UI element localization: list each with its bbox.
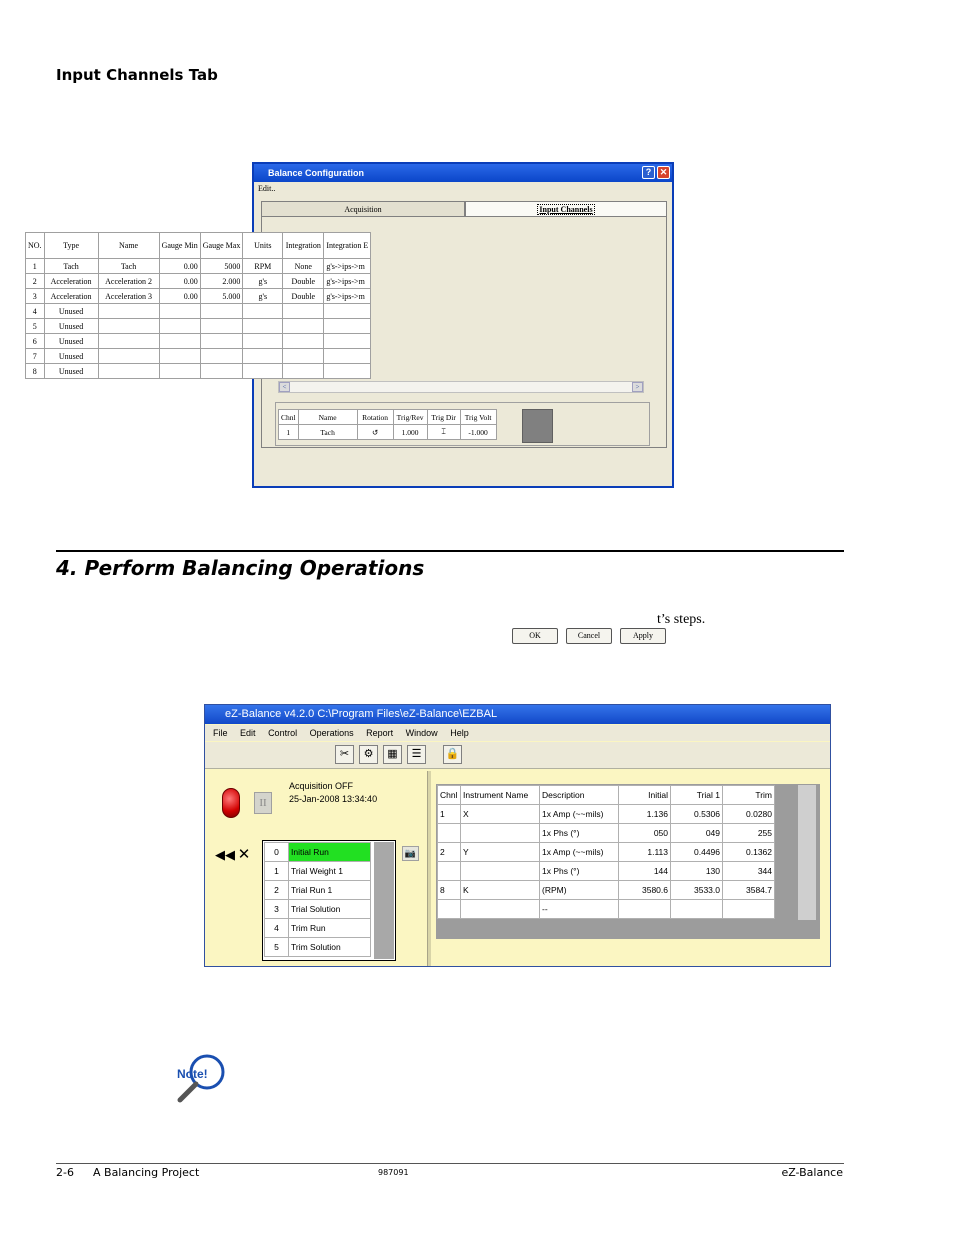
table-row[interactable] (26, 274, 371, 289)
column-header[interactable]: Description (540, 786, 619, 805)
run-list-item[interactable] (265, 881, 371, 900)
column-header[interactable]: NO. (26, 233, 45, 259)
column-header[interactable]: Trig/Rev (393, 410, 427, 425)
table-cell[interactable]: 5 (26, 319, 45, 334)
table-cell[interactable] (324, 364, 371, 379)
rewind-icon[interactable]: ◀◀ (215, 847, 235, 862)
section-title: 4. Perform Balancing Operations (56, 556, 425, 580)
table-cell[interactable]: Unused (44, 319, 98, 334)
table-cell[interactable]: 8 (438, 881, 461, 900)
toolbar (205, 742, 830, 769)
run-number: 3 (265, 900, 289, 919)
table-cell[interactable]: Double (283, 289, 324, 304)
channel-table-header (26, 233, 371, 259)
footer-product-name: eZ-Balance (781, 1166, 843, 1179)
table-row[interactable] (438, 824, 775, 843)
table-cell[interactable]: Tach (298, 425, 357, 440)
column-header[interactable]: Chnl (279, 410, 299, 425)
column-header[interactable]: Instrument Name (461, 786, 540, 805)
table-cell[interactable]: 3584.7 (723, 881, 775, 900)
run-name: Trim Run (289, 919, 371, 938)
table-cell[interactable]: 0.00 (159, 274, 200, 289)
table-cell[interactable]: g's (243, 274, 283, 289)
table-cell[interactable] (461, 824, 540, 843)
table-cell[interactable] (283, 304, 324, 319)
menu-edit[interactable]: Edit (240, 728, 256, 738)
tab-input-channels[interactable] (465, 201, 667, 216)
table-cell[interactable]: 3 (26, 289, 45, 304)
table-cell[interactable] (324, 319, 371, 334)
table-cell[interactable] (200, 304, 243, 319)
table-cell[interactable]: 0.00 (159, 259, 200, 274)
table-cell[interactable]: -1.000 (460, 425, 496, 440)
run-number: 4 (265, 919, 289, 938)
table-cell[interactable] (723, 900, 775, 919)
table-cell[interactable] (243, 364, 283, 379)
results-table (437, 785, 775, 919)
table-cell[interactable] (283, 334, 324, 349)
table-cell[interactable] (438, 824, 461, 843)
table-cell[interactable]: g's->ips->m (324, 274, 371, 289)
footer-document-number: 987091 (378, 1168, 409, 1177)
table-row[interactable] (26, 334, 371, 349)
table-row[interactable] (26, 349, 371, 364)
table-cell[interactable]: 6 (26, 334, 45, 349)
table-cell[interactable] (243, 319, 283, 334)
table-cell[interactable]: 1x Amp (~~mils) (540, 843, 619, 862)
table-cell[interactable] (98, 334, 159, 349)
table-cell[interactable]: Tach (98, 259, 159, 274)
column-header[interactable]: Trim (723, 786, 775, 805)
table-cell[interactable]: Acceleration (44, 289, 98, 304)
table-row[interactable] (438, 843, 775, 862)
run-number: 1 (265, 862, 289, 881)
table-cell[interactable]: 0.4496 (671, 843, 723, 862)
table-cell[interactable] (159, 349, 200, 364)
tach-table-header (279, 410, 497, 425)
table-cell[interactable]: 2 (438, 843, 461, 862)
table-cell[interactable]: 3533.0 (671, 881, 723, 900)
lock-icon[interactable]: 🔒 (443, 745, 462, 764)
table-cell[interactable]: 0.1362 (723, 843, 775, 862)
column-header[interactable]: Trig Volt (460, 410, 496, 425)
results-vertical-scrollbar[interactable] (798, 785, 816, 920)
table-cell[interactable] (438, 862, 461, 881)
column-header[interactable]: Integration E (324, 233, 371, 259)
table-cell[interactable]: 1x Phs (°) (540, 824, 619, 843)
table-cell[interactable]: 0.0280 (723, 805, 775, 824)
table-cell[interactable]: 1.113 (619, 843, 671, 862)
table-cell[interactable]: Y (461, 843, 540, 862)
results-table-header (438, 786, 775, 805)
acquisition-timestamp: 25-Jan-2008 13:34:40 (289, 794, 378, 804)
column-header[interactable]: Integration (283, 233, 324, 259)
table-cell[interactable]: 1x Amp (~~mils) (540, 805, 619, 824)
table-row[interactable] (26, 364, 371, 379)
table-cell[interactable]: 5.000 (200, 289, 243, 304)
table-cell[interactable]: 050 (619, 824, 671, 843)
table-row[interactable] (279, 425, 497, 440)
tab-acquisition[interactable]: Acquisition (261, 201, 465, 216)
table-cell[interactable] (98, 364, 159, 379)
table-cell[interactable] (200, 319, 243, 334)
column-header[interactable]: Initial (619, 786, 671, 805)
table-cell[interactable] (283, 319, 324, 334)
table-row[interactable] (438, 862, 775, 881)
ez-balance-window (204, 704, 831, 967)
table-cell[interactable]: Acceleration 2 (98, 274, 159, 289)
table-cell[interactable]: 049 (671, 824, 723, 843)
table-cell[interactable]: Tach (44, 259, 98, 274)
table-cell[interactable]: None (283, 259, 324, 274)
table-row[interactable] (26, 304, 371, 319)
scroll-right-icon[interactable]: > (632, 382, 643, 392)
body-text: t’s steps. (657, 612, 706, 627)
column-header[interactable]: Trig Dir (427, 410, 460, 425)
table-cell[interactable]: ⌶ (427, 425, 460, 440)
horizontal-scrollbar[interactable] (278, 381, 644, 393)
table-cell[interactable]: 0.5306 (671, 805, 723, 824)
table-row[interactable] (26, 319, 371, 334)
table-cell[interactable]: 5000 (200, 259, 243, 274)
table-cell[interactable] (283, 364, 324, 379)
run-name: Trial Run 1 (289, 881, 371, 900)
table-cell[interactable]: Unused (44, 304, 98, 319)
close-button[interactable]: ✕ (657, 166, 670, 179)
run-table (264, 842, 371, 957)
table-cell[interactable]: 130 (671, 862, 723, 881)
table-cell[interactable] (438, 900, 461, 919)
menu-control[interactable]: Control (268, 728, 298, 738)
pause-button[interactable]: II (254, 792, 272, 814)
run-name: Trim Solution (289, 938, 371, 957)
table-cell[interactable]: 1 (26, 259, 45, 274)
column-header[interactable]: Trial 1 (671, 786, 723, 805)
tach-table (278, 409, 497, 440)
scroll-left-icon[interactable]: < (279, 382, 290, 392)
table-cell[interactable]: Acceleration 3 (98, 289, 159, 304)
menu-window[interactable]: Window (405, 728, 438, 738)
run-number: 5 (265, 938, 289, 957)
dialog-titlebar[interactable] (254, 164, 672, 182)
menu-help[interactable]: Help (450, 728, 469, 738)
section-rule (56, 550, 844, 552)
table-cell[interactable]: 0.00 (159, 289, 200, 304)
run-name: Trial Weight 1 (289, 862, 371, 881)
table-cell[interactable] (243, 334, 283, 349)
cancel-button[interactable]: Cancel (566, 628, 612, 644)
table-cell[interactable]: g's->ips->m (324, 259, 371, 274)
delete-run-icon[interactable]: ✕ (237, 847, 251, 863)
table-cell[interactable]: Unused (44, 334, 98, 349)
table-row[interactable] (438, 900, 775, 919)
table-row[interactable] (26, 259, 371, 274)
run-list-item[interactable] (265, 919, 371, 938)
table-cell[interactable] (461, 900, 540, 919)
channel-table (25, 232, 371, 379)
apply-button[interactable]: Apply (620, 628, 666, 644)
section-subheading: Input Channels Tab (56, 66, 218, 84)
column-header[interactable]: Name (298, 410, 357, 425)
table-cell[interactable]: g's (243, 289, 283, 304)
run-name: Trial Solution (289, 900, 371, 919)
note-icon-label: Note! (177, 1067, 208, 1081)
table-cell[interactable]: K (461, 881, 540, 900)
table-cell[interactable]: 7 (26, 349, 45, 364)
column-header[interactable]: Chnl (438, 786, 461, 805)
table-cell[interactable]: 1 (279, 425, 299, 440)
table-cell[interactable] (159, 319, 200, 334)
table-cell[interactable] (324, 334, 371, 349)
window-titlebar[interactable] (205, 705, 830, 724)
menu-report[interactable]: Report (366, 728, 394, 738)
grid-tool-icon[interactable]: ▦ (383, 745, 402, 764)
edit-menu[interactable]: Edit.. (258, 184, 276, 193)
run-number: 2 (265, 881, 289, 900)
acquisition-status: Acquisition OFF (289, 781, 354, 791)
table-cell[interactable]: 1 (438, 805, 461, 824)
tach-grid-empty-area (522, 409, 553, 443)
menu-operations[interactable]: Operations (309, 728, 354, 738)
table-cell[interactable]: 3580.6 (619, 881, 671, 900)
run-list-scroll-area (374, 842, 394, 959)
table-cell[interactable]: 2 (26, 274, 45, 289)
table-cell[interactable]: Acceleration (44, 274, 98, 289)
column-header[interactable]: Name (98, 233, 159, 259)
table-cell[interactable]: 8 (26, 364, 45, 379)
table-cell[interactable]: 4 (26, 304, 45, 319)
ok-button[interactable]: OK (512, 628, 558, 644)
run-list-item[interactable] (265, 843, 371, 862)
table-cell[interactable]: 1x Phs (°) (540, 862, 619, 881)
record-button[interactable] (222, 788, 240, 818)
help-button[interactable]: ? (642, 166, 655, 179)
footer-chapter-title: A Balancing Project (93, 1166, 200, 1179)
column-header[interactable]: Gauge Max (200, 233, 243, 259)
table-cell[interactable] (98, 319, 159, 334)
table-cell[interactable] (461, 862, 540, 881)
table-cell[interactable] (619, 900, 671, 919)
table-cell[interactable]: Unused (44, 349, 98, 364)
run-list-item[interactable] (265, 862, 371, 881)
table-cell[interactable] (283, 349, 324, 364)
column-header[interactable]: Rotation (357, 410, 393, 425)
table-cell[interactable] (98, 304, 159, 319)
column-header[interactable]: Type (44, 233, 98, 259)
footer-rule (56, 1163, 844, 1164)
table-cell[interactable] (159, 364, 200, 379)
table-cell[interactable] (243, 349, 283, 364)
window-title: eZ-Balance v4.2.0 C:\Program Files\eZ-Balance\EZBAL (225, 708, 498, 720)
table-cell[interactable] (98, 349, 159, 364)
table-cell[interactable] (671, 900, 723, 919)
table-cell[interactable] (159, 304, 200, 319)
settings-tool-icon[interactable]: ⚙ (359, 745, 378, 764)
table-cell[interactable] (200, 364, 243, 379)
column-header[interactable]: Gauge Min (159, 233, 200, 259)
run-list-item[interactable] (265, 938, 371, 957)
table-cell[interactable] (159, 334, 200, 349)
run-number: 0 (265, 843, 289, 862)
table-cell[interactable] (200, 349, 243, 364)
column-header[interactable]: Units (243, 233, 283, 259)
tab-input-channels-label: Input Channels (539, 205, 593, 214)
table-cell[interactable]: 1.136 (619, 805, 671, 824)
table-cell[interactable] (324, 304, 371, 319)
pane-splitter[interactable] (427, 771, 431, 967)
menu-bar (205, 725, 830, 741)
table-cell[interactable]: 144 (619, 862, 671, 881)
note-magnifier-icon (172, 1052, 230, 1104)
table-cell[interactable] (243, 304, 283, 319)
configure-tool-icon[interactable]: ✂ (335, 745, 354, 764)
table-cell[interactable]: 1.000 (393, 425, 427, 440)
table-cell[interactable]: (RPM) (540, 881, 619, 900)
table-cell[interactable]: 255 (723, 824, 775, 843)
table-cell[interactable]: X (461, 805, 540, 824)
table-cell[interactable] (324, 349, 371, 364)
run-list-item[interactable] (265, 900, 371, 919)
table-row[interactable] (438, 881, 775, 900)
table-row[interactable] (26, 289, 371, 304)
footer-page-number: 2-6 (56, 1166, 74, 1179)
table-cell[interactable]: ↺ (357, 425, 393, 440)
table-cell[interactable]: Unused (44, 364, 98, 379)
list-tool-icon[interactable]: ☰ (407, 745, 426, 764)
table-cell[interactable]: g's->ips->m (324, 289, 371, 304)
menu-file[interactable]: File (213, 728, 228, 738)
table-cell[interactable]: RPM (243, 259, 283, 274)
table-cell[interactable] (200, 334, 243, 349)
camera-icon[interactable]: 📷 (402, 846, 419, 861)
table-cell[interactable]: 344 (723, 862, 775, 881)
table-cell[interactable]: -- (540, 900, 619, 919)
table-cell[interactable]: Double (283, 274, 324, 289)
dialog-title: Balance Configuration (268, 168, 365, 178)
run-name: Initial Run (289, 843, 371, 862)
table-row[interactable] (438, 805, 775, 824)
table-cell[interactable]: 2.000 (200, 274, 243, 289)
